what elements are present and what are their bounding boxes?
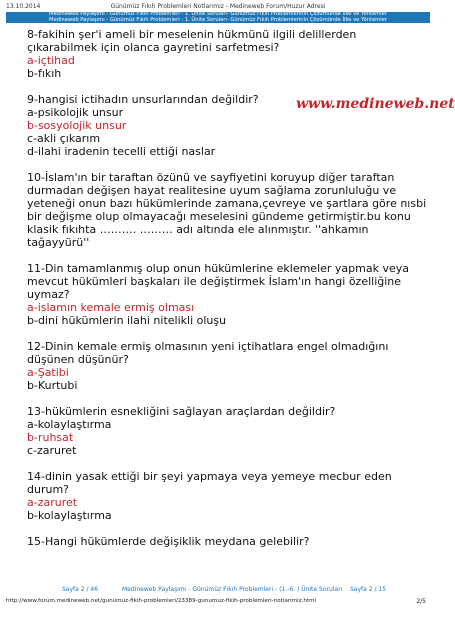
question-text: 11-Din tamamlanmış olup onun hükümlerine eklemeler yapmak veya xyxy=(27,262,410,275)
question-text: düşünen düşünür? xyxy=(27,353,129,366)
answer-option: d-ilahi iradenin tecelli ettiği naslar xyxy=(27,145,216,158)
answer-option: b-fıkıh xyxy=(27,67,62,80)
answer-option: c-zaruret xyxy=(27,444,77,457)
answer-option-correct: a-islamın kemale ermiş olması xyxy=(27,301,195,314)
question-text: mevcut hükümleri başkaları ile değiştirmek İslam'ın hangi özelliğine xyxy=(27,275,402,288)
question-block xyxy=(27,93,432,158)
watermark: www.medineweb.net xyxy=(296,96,455,112)
footer-url: http://www.forum.medineweb.net/gunumuz-fikih-problemleri/23389-gunumuz-fikih-problemleri-notlarimiz.html xyxy=(6,598,317,604)
answer-option-correct: b-ruhsat xyxy=(27,431,74,444)
question-text: 8-fakihin şer'i ameli bir meselenin hükmünü ilgili delillerden xyxy=(27,28,357,41)
question-text: tağayyürü'' xyxy=(27,236,90,249)
question-text: 13-hükümlerin esnekliğini sağlayan araçlardan değildir? xyxy=(27,405,336,418)
question-text: 12-Dinin kemale ermiş olmasının yeni içtihatlara engel olmadığını xyxy=(27,340,389,353)
footer-title: Medineweb Paylaşımı - Günümüz Fıkıh Problemleri - (1.-6. ) Ünite Soruları xyxy=(122,586,343,593)
question-block xyxy=(27,28,432,80)
question-text: durmadan değişen hayat realitesine uyum sağlama zorunluluğu ve xyxy=(27,184,397,197)
question-text: çıkarabilmek için olanca gayretini sarfetmesi? xyxy=(27,41,280,54)
header-date: 13.10.2014 xyxy=(6,3,41,10)
footer-page-number: 2/5 xyxy=(416,598,426,605)
answer-option: a-kolaylaştırma xyxy=(27,418,112,431)
question-block xyxy=(27,470,432,522)
answer-option-correct: a-Şatibi xyxy=(27,366,69,379)
question-block xyxy=(27,340,432,392)
question-text: uymaz? xyxy=(27,288,70,301)
answer-option: b-Kurtubi xyxy=(27,379,78,392)
footer-page-left: Sayfa 2 / 46 xyxy=(62,586,99,593)
question-block xyxy=(27,262,432,327)
question-text: bir değişme olup olmayacağı meselesini gündeme getirmiştir.bu konu xyxy=(27,210,411,223)
answer-option: b-kolaylaştırma xyxy=(27,509,112,522)
question-text: yeteneği onun bazı hükümlerinde zamana,çevreye ve şartlara göre nısbi xyxy=(27,197,427,210)
answer-option: b-dini hükümlerin ilahi nitelikli oluşu xyxy=(27,314,227,327)
question-list xyxy=(27,28,432,548)
header-banner xyxy=(6,12,430,23)
answer-option: a-psikolojik unsur xyxy=(27,106,124,119)
question-text: klasik fıkıhta ………. ……… adı altında ele alınmıştır. ''ahkamın xyxy=(27,223,369,236)
question-text: 10-İslam'ın bir taraftan özünü ve sayfiyetini koruyup diğer taraftan xyxy=(27,171,395,184)
header-banner-line: Medineweb Paylaşımı - Günümüz Fıkıh Problemleri - 1. Ünite Soruları- Günümüz Fıkıh Problemlerinin Çözümünde İlke ve Yöntemler xyxy=(49,16,387,23)
question-text: 15-Hangi hükümlerde değişiklik meydana gelebilir? xyxy=(27,535,310,548)
answer-option-correct: b-sosyolojik unsur xyxy=(27,119,127,132)
question-text: 9-hangisi ictihadın unsurlarından değildir? xyxy=(27,93,259,106)
answer-option-correct: a-zaruret xyxy=(27,496,78,509)
answer-option: c-akli çıkarım xyxy=(27,132,101,145)
question-text: durum? xyxy=(27,483,70,496)
header-title: Günümüz Fıkıh Problemleri Notlarımız - Medineweb Forum/Huzur Adresi xyxy=(110,3,326,10)
question-block xyxy=(27,171,432,249)
footer-page-right: Sayfa 2 / 15 xyxy=(350,586,387,593)
answer-option-correct: a-içtihad xyxy=(27,54,75,67)
header-banner-line: Medineweb Paylaşımı - Günümüz Fıkıh Problemleri - 1. Ünite Soruları- Günümüz Fıkıh Problemlerinin Çözümünde İlke ve Yöntemler xyxy=(49,11,387,17)
question-block xyxy=(27,535,432,548)
question-text: 14-dinin yasak ettiği bir şeyi yapmaya veya yemeye mecbur eden xyxy=(27,470,392,483)
question-block xyxy=(27,405,432,457)
